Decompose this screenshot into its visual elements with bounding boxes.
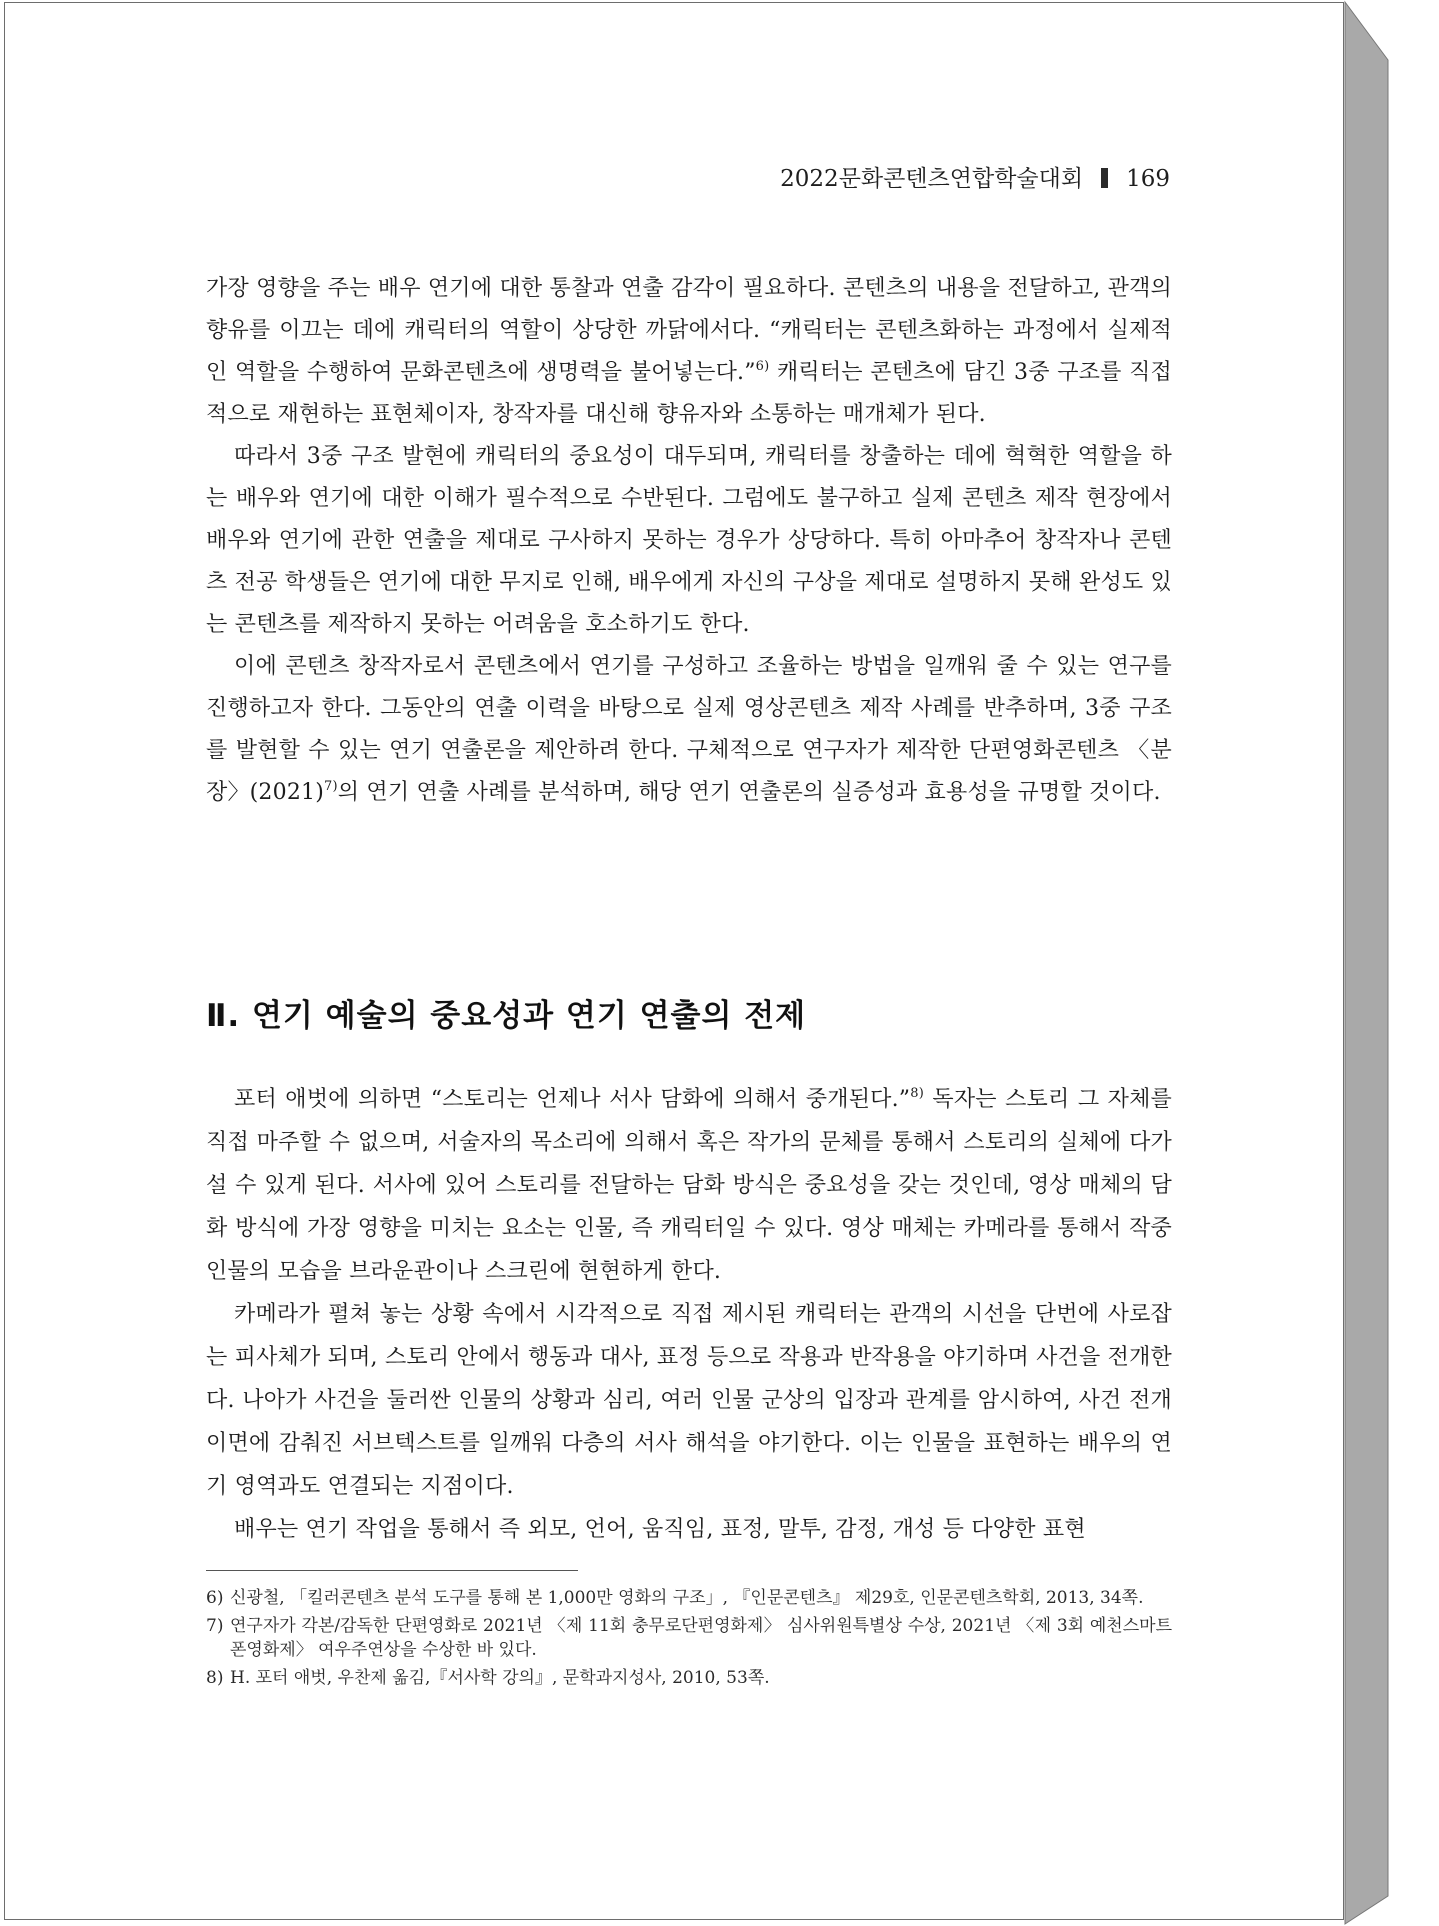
footnote-item [206,1666,1172,1690]
footnote-text: H. 포터 애벗, 우찬제 옮김,『서사학 강의』, 문학과지성사, 2010, 53쪽. [230,1668,770,1688]
footnote-text: 신광철, 「킬러콘텐츠 분석 도구를 통해 본 1,000만 영화의 구조」, 『인문콘텐츠』 제29호, 인문콘텐츠학회, 2013, 34쪽. [230,1588,1144,1608]
paragraph [206,436,1172,646]
paragraph-text: 배우는 연기 작업을 통해서 즉 외모, 언어, 움직임, 표정, 말투, 감정, 개성 등 다양한 표현 [234,1517,1086,1542]
paragraph [206,1293,1172,1508]
page-number: 169 [1126,166,1170,192]
footnote-ref: 8) [910,1086,924,1101]
paragraph-text: 따라서 3중 구조 발현에 캐릭터의 중요성이 대두되며, 캐릭터를 창출하는 데에 혁혁한 역할을 하는 배우와 연기에 대한 이해가 필수적으로 수반된다. 그럼에도 불구하고 실제 콘텐츠 제작 현장에서 배우와 연기에 관한 연출을 제대로 구사하지 못하는 경우가 상당하다. 특히 아마추어 창작자나 콘텐츠 전공 학생들은 연기에 대한 무지로 인해, 배우에게 자신의 구상을 제대로 설명하지 못해 완성도 있는 콘텐츠를 제작하지 못하는 어려움을 호소하기도 한다. [206,444,1172,637]
paragraph-text: 이에 콘텐츠 창작자로서 콘텐츠에서 연기를 구성하고 조율하는 방법을 일깨워 줄 수 있는 연구를 진행하고자 한다. 그동안의 연출 이력을 바탕으로 실제 영상콘텐츠 제작 사례를 반추하며, 3중 구조를 발현할 수 있는 연기 연출론을 제안하려 한다. 구체적으로 연구자가 제작한 단편영화콘텐츠 〈분장〉(2021) [206,654,1172,805]
footnotes [206,1586,1172,1694]
paragraph [206,646,1172,814]
footnote-number: 7) [206,1616,224,1636]
paragraph [206,268,1172,436]
footnote-item [206,1614,1172,1662]
footnote-number: 8) [206,1668,224,1688]
paragraph [206,1508,1172,1551]
paragraph-text: 의 연기 연출 사례를 분석하며, 해당 연기 연출론의 실증성과 효용성을 규명할 것이다. [337,780,1161,805]
footnote-separator [206,1570,578,1571]
paragraph-text: 캐릭터는 콘텐츠에 담긴 3중 구조를 직접적으로 재현하는 표현체이자, 창작자를 대신해 향유자와 소통하는 매개체가 된다. [206,360,1172,427]
running-header [690,160,1170,193]
footnote-ref: 7) [324,779,338,794]
header-divider [1101,168,1108,188]
paragraph [206,1078,1172,1293]
intro-body [206,268,1172,814]
header-title: 2022문화콘텐츠연합학술대회 [780,166,1084,192]
paragraph-text: 독자는 스토리 그 자체를 직접 마주할 수 없으며, 서술자의 목소리에 의해서 혹은 작가의 문체를 통해서 스토리의 실체에 다가설 수 있게 된다. 서사에 있어 스토리를 전달하는 담화 방식은 중요성을 갖는 것인데, 영상 매체의 담화 방식에 가장 영향을 미치는 요소는 인물, 즉 캐릭터일 수 있다. 영상 매체는 카메라를 통해서 작중 인물의 모습을 브라운관이나 스크린에 현현하게 한다. [206,1087,1172,1284]
footnote-number: 6) [206,1588,224,1608]
section-heading: Ⅱ. 연기 예술의 중요성과 연기 연출의 전제 [206,998,807,1034]
section-body [206,1078,1172,1551]
paragraph-text: 포터 애벗에 의하면 “스토리는 언제나 서사 담화에 의해서 중개된다.” [234,1087,911,1112]
footnote-ref: 6) [755,359,770,374]
page-stack-side [1345,2,1388,1924]
footnote-item [206,1586,1172,1610]
paragraph-text: 가장 영향을 주는 배우 연기에 대한 통찰과 연출 감각이 필요하다. 콘텐츠의 내용을 전달하고, 관객의 향유를 이끄는 데에 캐릭터의 역할이 상당한 까닭에서다. “캐릭터는 콘텐츠화하는 과정에서 실제적인 역할을 수행하여 문화콘텐츠에 생명력을 불어넣는다.” [206,276,1172,385]
paragraph-text: 카메라가 펼쳐 놓는 상황 속에서 시각적으로 직접 제시된 캐릭터는 관객의 시선을 단번에 사로잡는 피사체가 되며, 스토리 안에서 행동과 대사, 표정 등으로 작용과 반작용을 야기하며 사건을 전개한다. 나아가 사건을 둘러싼 인물의 상황과 심리, 여러 인물 군상의 입장과 관계를 암시하여, 사건 전개 이면에 감춰진 서브텍스트를 일깨워 다층의 서사 해석을 야기한다. 이는 인물을 표현하는 배우의 연기 영역과도 연결되는 지점이다. [206,1302,1172,1499]
footnote-text: 연구자가 각본/감독한 단편영화로 2021년 〈제 11회 충무로단편영화제〉 심사위원특별상 수상, 2021년 〈제 3회 예천스마트폰영화제〉 여우주연상을 수상한 바 있다. [230,1616,1172,1660]
